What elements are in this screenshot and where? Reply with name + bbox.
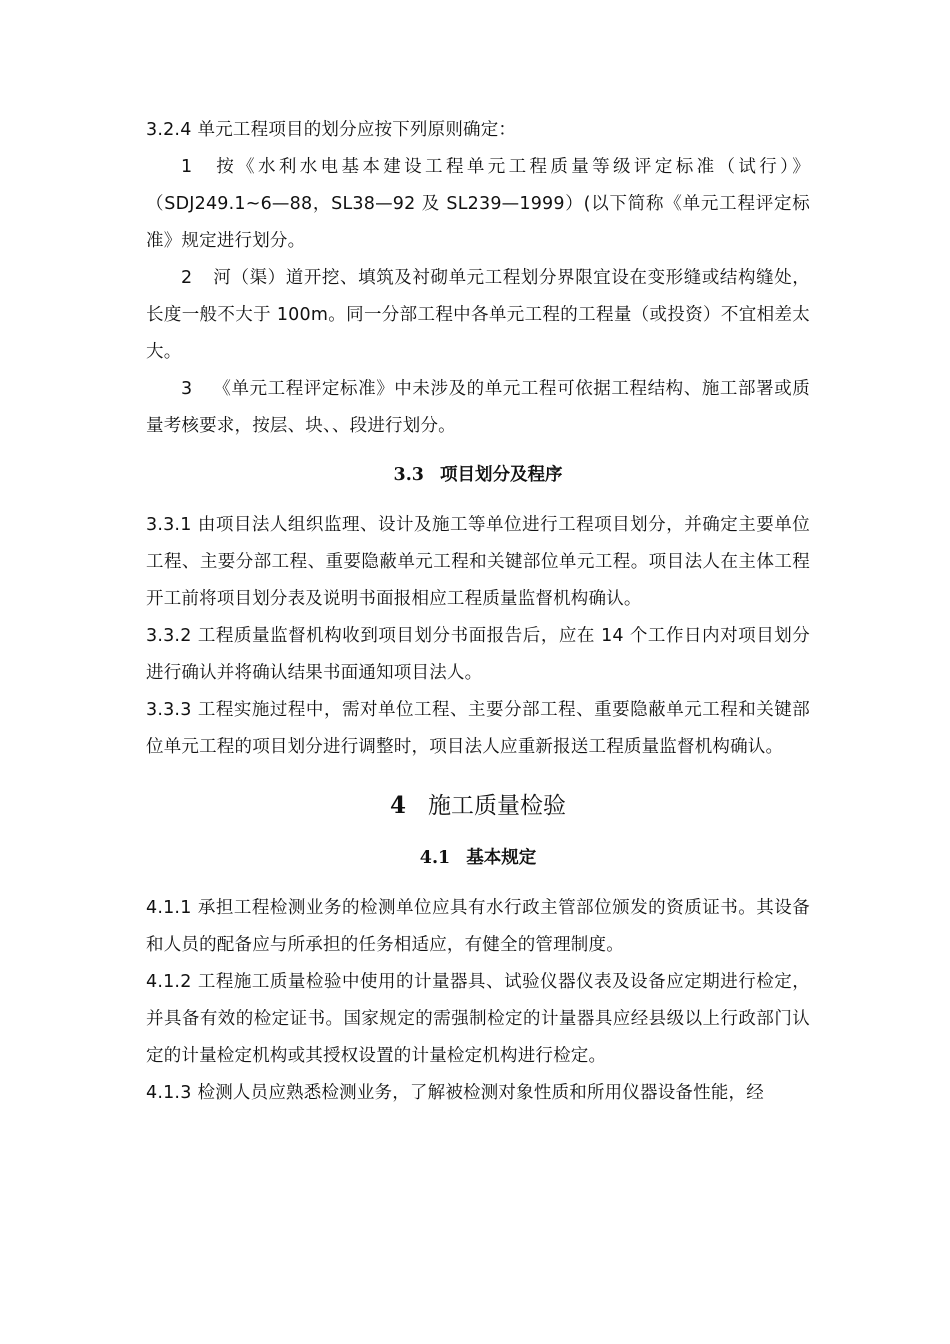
clause-text: 承担工程检测业务的检测单位应具有水行政主管部位颁发的资质证书。其设备和人员的配备应与所承担的任务相适应，有健全的管理制度。 [146, 898, 810, 955]
clause-number: 3.3.3 [146, 700, 192, 720]
section-heading-3-3 [146, 457, 810, 494]
clause-text: 由项目法人组织监理、设计及施工等单位进行工程项目划分，并确定主要单位工程、主要分部工程、重要隐蔽单元工程和关键部位单元工程。项目法人在主体工程开工前将项目划分表及说明书面报相应工程质量监督机构确认。 [146, 515, 810, 609]
item-text: 河（渠）道开挖、填筑及衬砌单元工程划分界限宜设在变形缝或结构缝处，长度一般不大于 100m。同一分部工程中各单元工程的工程量（或投资）不宜相差太大。 [146, 268, 810, 362]
clause-3-2-4 [146, 112, 810, 149]
clause-number: 3.3.2 [146, 626, 192, 646]
clause-text: 工程实施过程中，需对单位工程、主要分部工程、重要隐蔽单元工程和关键部位单元工程的项目划分进行调整时，项目法人应重新报送工程质量监督机构确认。 [146, 700, 810, 757]
section-number: 4.1 [419, 848, 451, 868]
list-item-3 [146, 371, 810, 445]
clause-number: 3.2.4 [146, 120, 192, 140]
clause-3-3-1 [146, 507, 810, 618]
clause-number: 3.3.1 [146, 515, 192, 535]
list-item-1 [146, 149, 810, 260]
item-number: 1 [181, 157, 193, 177]
clause-4-1-2 [146, 964, 810, 1075]
clause-number: 4.1.1 [146, 898, 192, 918]
clause-text: 工程质量监督机构收到项目划分书面报告后，应在 14 个工作日内对项目划分进行确认并将确认结果书面通知项目法人。 [146, 626, 810, 683]
section-number: 3.3 [393, 465, 424, 485]
item-number: 2 [181, 268, 193, 288]
clause-4-1-3 [146, 1075, 810, 1112]
list-item-2 [146, 260, 810, 371]
section-title: 项目划分及程序 [439, 465, 563, 485]
clause-3-3-3 [146, 692, 810, 766]
clause-number: 4.1.3 [146, 1083, 192, 1103]
document-page [146, 112, 810, 1112]
item-text: 按《水利水电基本建设工程单元工程质量等级评定标准（试行）》（SDJ249.1~6—88，SL38—92 及 SL239—1999）(以下简称《单元工程评定标准》规定进行划分。 [146, 157, 810, 251]
chapter-heading-4 [146, 786, 810, 826]
item-text: 《单元工程评定标准》中未涉及的单元工程可依据工程结构、施工部署或质量考核要求，按层、块、、段进行划分。 [146, 379, 810, 436]
clause-number: 4.1.2 [146, 972, 192, 992]
item-number: 3 [181, 379, 193, 399]
clause-text: 工程施工质量检验中使用的计量器具、试验仪器仪表及设备应定期进行检定，并具备有效的检定证书。国家规定的需强制检定的计量器具应经县级以上行政部门认定的计量检定机构或其授权设置的计量检定机构进行检定。 [146, 972, 810, 1066]
clause-text: 单元工程项目的划分应按下列原则确定： [197, 120, 517, 140]
clause-4-1-1 [146, 890, 810, 964]
section-title: 基本规定 [466, 848, 537, 868]
chapter-title: 施工质量检验 [428, 793, 566, 819]
clause-3-3-2 [146, 618, 810, 692]
clause-text: 检测人员应熟悉检测业务，了解被检测对象性质和所用仪器设备性能，经 [197, 1083, 764, 1103]
chapter-number: 4 [389, 792, 406, 819]
section-heading-4-1 [146, 840, 810, 877]
